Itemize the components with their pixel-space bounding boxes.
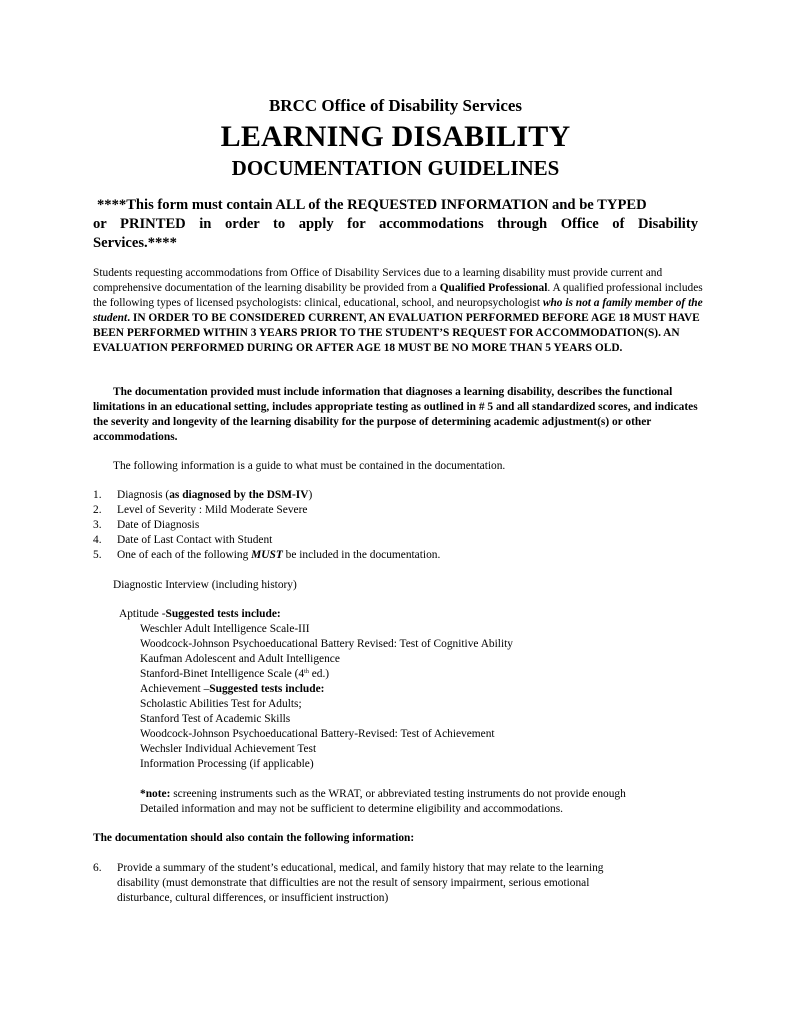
guide-intro: The following information is a guide to what must be contained in the documentation. [113,460,506,472]
achievement-test: Stanford Test of Academic Skills [140,713,291,725]
achievement-test: Information Processing (if applicable) [140,758,314,770]
notice-line-2: or PRINTED in order to apply for accommodations through Office of Disability [93,216,698,232]
document-title: LEARNING DISABILITY [220,120,571,153]
achievement-test: Wechsler Individual Achievement Test [140,743,317,755]
diagnostic-interview: Diagnostic Interview (including history) [113,579,297,591]
intro-text-b: . A qualified professional includes the following types of licensed psychologists: clinical, educational, school, and neuropsychologist [93,282,703,309]
qualified-professional: Qualified Professional [439,282,548,294]
notice-line-1: ****This form must contain ALL of the REQUESTED INFORMATION and be TYPED [97,197,647,213]
item6-line-3: disturbance, cultural differences, or insufficient instruction) [117,892,389,904]
must-emphasis: MUST [251,549,283,561]
achievement-test: Scholastic Abilities Test for Adults; [140,698,302,710]
intro-currency-rule: . IN ORDER TO BE CONSIDERED CURRENT, AN EVALUATION PERFORMED BEFORE AGE 18 MUST HAVE BEEN PERFORMED WITHIN 3 YEARS PRIOR TO THE STUDENT’S REQUEST FOR ACCOMMODATION(S). AN EVALUATION PERFORMED DURING OR AFTER AGE 18 MUST BE NO MORE THAN 5 YEARS OLD. [93,312,700,354]
office-name: BRCC Office of Disability Services [268,96,523,115]
screening-note-line-2: Detailed information and may not be sufficient to determine eligibility and accommodations. [140,803,564,815]
requirement-paragraph: The documentation provided must include information that diagnoses a learning disability, describes the functional limitations in an educational setting, includes appropriate testing as outlined in # 5 and all standardized scores, and indicates the severity and longevity of the learning disability for the purpose of determining academic adjustment(s) or other accommodations. [93,386,698,443]
screening-note: *note: screening instruments such as the WRAT, or abbreviated testing instruments do not provide enough [140,788,626,800]
document-subtitle: DOCUMENTATION GUIDELINES [231,156,560,180]
item6-line-2: disability (must demonstrate that difficulties are not the result of sensory impairment, serious emotional [117,877,590,889]
achievement-heading: Achievement –Suggested tests include: [140,683,325,695]
also-contain-heading: The documentation should also contain the following information: [93,832,415,844]
form-notice [93,196,698,253]
intro-text-a: Students requesting accommodations from Office of Disability Services due to a learning disability must provide current and comprehensive documentation of the learning disability be provided from a [93,267,663,294]
intro-paragraph [93,266,705,356]
aptitude-heading: Aptitude -Suggested tests include: [119,608,281,620]
not-family-member: who is not a family member of the student [93,297,703,324]
aptitude-test: Weschler Adult Intelligence Scale-III [140,623,310,635]
aptitude-test: Kaufman Adolescent and Adult Intelligence [140,653,340,665]
aptitude-test: Stanford-Binet Intelligence Scale (4th ed.) [140,668,330,680]
dsm-iv-note: as diagnosed by the DSM-IV [169,489,309,501]
achievement-test: Woodcock-Johnson Psychoeducational Battery-Revised: Test of Achievement [140,728,495,740]
notice-line-3: Services.**** [93,235,177,251]
aptitude-test: Woodcock-Johnson Psychoeducational Battery Revised: Test of Cognitive Ability [140,638,513,650]
document-page: BRCC Office of Disability Services LEARNING DISABILITY DOCUMENTATION GUIDELINES ****This form must contain ALL of the REQUESTED INFORMATION and be TYPED or PRINTED in order to apply for accommodations through Office of Disability Services.**** Students requesting accommodations from Office of Disability Services due to a learning disability must provide current and comprehensive documentation of the learning disability be provided from a Qualified Professional. A qualified professional includes the following types of licensed psychologists: clinical, educational, school, and neuropsychologist who is not a family member of the student. IN ORDER TO BE CONSIDERED CURRENT, AN EVALUATION PERFORMED BEFORE AGE 18 MUST HAVE BEEN PERFORMED WITHIN 3 YEARS PRIOR TO THE STUDENT’S REQUEST FOR ACCOMMODATION(S). AN EVALUATION PERFORMED DURING OR AFTER AGE 18 MUST BE NO MORE THAN 5 YEARS OLD. The documentation provided must include information that diagnoses a learning disability, describes the functional limitations in an educational setting, includes appropriate testing as outlined in # 5 and all standardized scores, and indicates the severity and longevity of the learning disability for the purpose of determining academic adjustment(s) or other accommodations. The following information is a guide to what must be contained in the documentation. 1. Diagnosis (as diagnosed by the DSM-IV) 2. Level of Severity : Mild Moderate Severe 3. Date of Diagnosis 4. Date of Last Contact with Student 5. One of each of the following MUST be included in the documentation. Diagnostic Interview (including history) Aptitude -Suggested tests include: Weschler Adult Intelligence Scale-III Woodcock-Johnson Psychoeducational Battery Revised: Test of Cognitive Ability Kaufman Adolescent and Adult Intelligence Stanford-Binet Intelligence Scale (4th ed.) Achievement –Suggested tests include: Scholastic Abilities Test for Adults; Stanford Test of Academic Skills Woodcock-Johnson Psychoeducational Battery-Revised: Test of Achievement Wechsler Individual Achievement Test Information Processing (if applicable) *note: screening instruments such as the WRAT, or abbreviated testing instruments do not provide enough Detailed information and may not be sufficient to determine eligibility and accommodations. The documentation should also contain the following information: 6. Provide a summary of the student’s educational, medical, and family history that may relate to the learning disability (must demonstrate that difficulties are not the result of sensory impairment, serious emotional disturbance, cultural differences, or insufficient instruction) [0,0,791,1024]
